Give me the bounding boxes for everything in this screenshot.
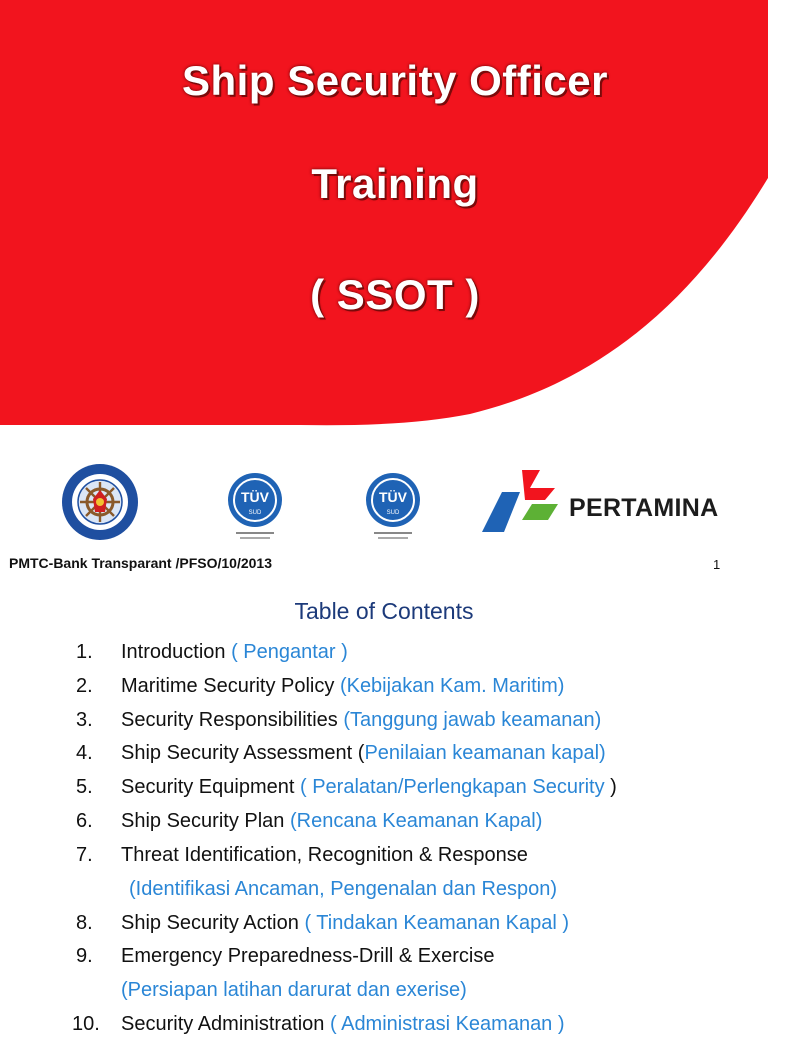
toc-item-text	[121, 804, 542, 838]
toc-item-translation: (Identifikasi Ancaman, Pengenalan dan Respon)	[129, 877, 558, 900]
toc-item-text	[121, 906, 569, 940]
toc-item-number: 8.	[76, 911, 93, 934]
toc-item-text	[121, 736, 606, 770]
toc-item-closing: )	[604, 776, 617, 799]
pertamina-logo	[480, 470, 730, 534]
svg-text:TÜV: TÜV	[379, 489, 407, 505]
toc-item-translation: (Rencana Keamanan Kapal)	[289, 810, 543, 832]
toc-item-translation: ( Administrasi Keamanan )	[329, 1013, 565, 1036]
toc-item-text	[121, 1007, 565, 1041]
toc-item-number: 3.	[76, 708, 93, 731]
toc-item-title: Maritime Security Policy	[121, 674, 340, 697]
title-line-1: Ship Security Officer	[182, 57, 608, 104]
table-of-contents-slide	[0, 587, 768, 1036]
toc-item-number: 7.	[76, 843, 93, 866]
toc-item-number: 6.	[76, 810, 93, 832]
toc-item-text	[121, 770, 617, 804]
toc-item-number: 5.	[76, 776, 93, 799]
toc-item-translation: (Persiapan latihan darurat dan exerise)	[121, 979, 467, 1002]
toc-item-translation: (Tanggung jawab keamanan)	[343, 708, 602, 731]
toc-item-title: Threat Identification, Recognition & Response	[121, 843, 528, 866]
tuv-certification-badge	[224, 472, 286, 544]
toc-item-text	[121, 939, 494, 973]
toc-item-number: 9.	[76, 945, 93, 968]
toc-item-text	[121, 669, 564, 703]
toc-item-translation: ( Pengantar )	[231, 641, 348, 663]
title-line-3: ( SSOT )	[310, 271, 480, 318]
toc-item-title: Security Equipment	[121, 776, 300, 799]
toc-item-title: Introduction	[121, 641, 232, 663]
toc-item-title: Ship Security Action	[121, 911, 305, 934]
toc-item-translation: (Kebijakan Kam. Maritim)	[339, 674, 565, 697]
toc-item-text	[121, 703, 601, 737]
toc-item-translation: Penilaian keamanan kapal)	[364, 742, 606, 765]
training-center-logo	[60, 462, 140, 542]
toc-item-title: Security Administration	[121, 1013, 330, 1036]
toc-item-number: 2.	[76, 674, 93, 697]
pertamina-wordmark: PERTAMINA	[569, 494, 719, 522]
pertamina-mark-icon	[480, 470, 565, 534]
toc-item-title: Security Responsibilities	[121, 708, 344, 731]
toc-item-number: 1.	[76, 641, 93, 663]
toc-item-translation: ( Tindakan Keamanan Kapal )	[304, 911, 570, 934]
toc-item-text	[121, 635, 348, 669]
document-code: PMTC-Bank Transparant /PFSO/10/2013	[9, 555, 272, 571]
title-line-2: Training	[311, 160, 479, 207]
tuv-certification-badge	[362, 472, 424, 544]
toc-title: Table of Contents	[294, 598, 474, 624]
toc-item-title: Emergency Preparedness-Drill & Exercise	[121, 945, 495, 968]
page-number: 1	[713, 557, 721, 572]
toc-item-number: 10.	[72, 1013, 100, 1036]
toc-item-number: 4.	[76, 742, 93, 765]
toc-item-title: Ship Security Plan	[121, 810, 290, 832]
svg-text:SUD: SUD	[248, 510, 262, 516]
svg-text:SUD: SUD	[386, 510, 400, 516]
toc-item-title: Ship Security Assessment (	[121, 742, 365, 765]
toc-item-text	[121, 838, 528, 872]
svg-text:TÜV: TÜV	[241, 489, 269, 505]
toc-item-translation: ( Peralatan/Perlengkapan Security	[299, 776, 605, 799]
